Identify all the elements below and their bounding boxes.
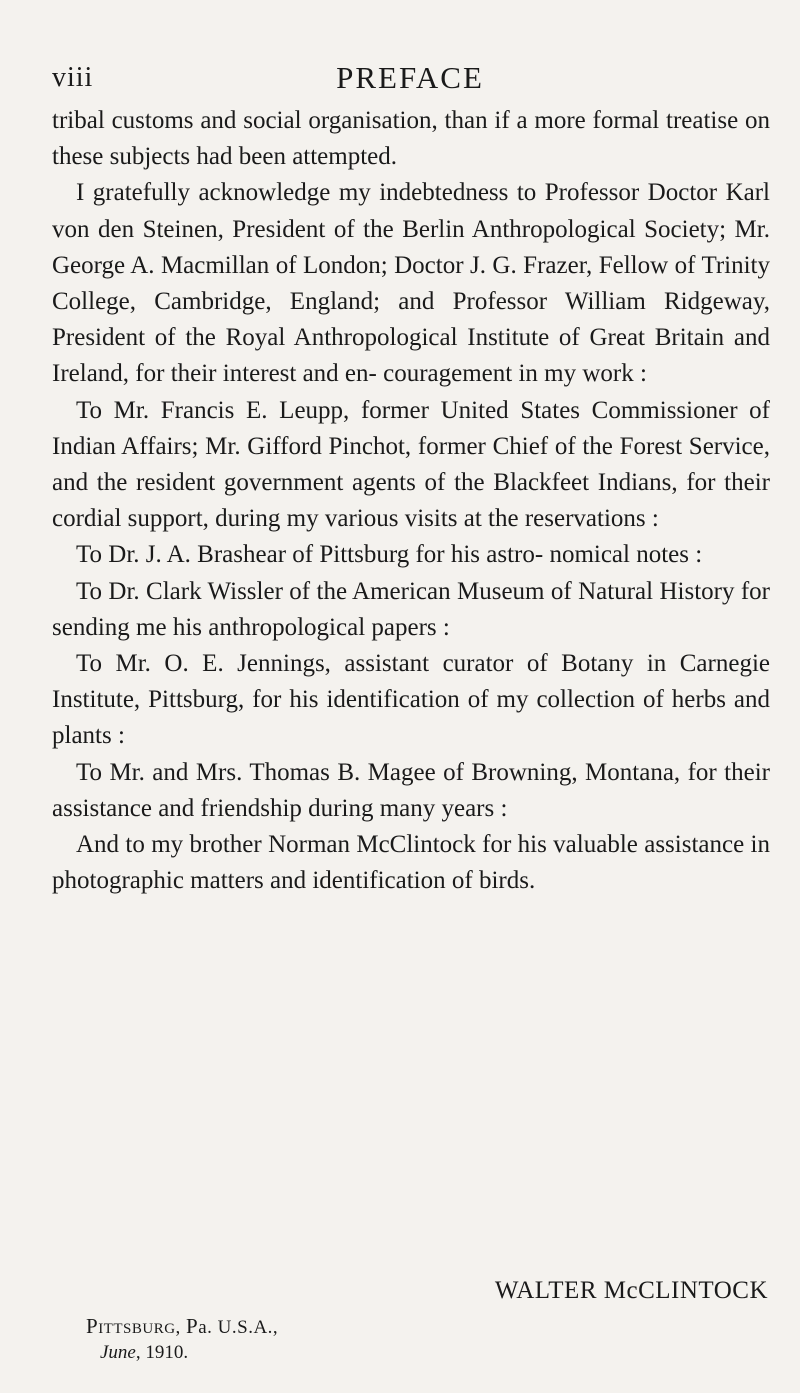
page-header (0, 58, 800, 98)
paragraph-1: tribal customs and social organisation, than if a more formal treatise on these subjects had been attempted. (52, 107, 770, 171)
country: U.S.A., (217, 1317, 279, 1338)
date-line: June, 1910. (100, 1342, 189, 1363)
city-initial: P (86, 1314, 99, 1338)
paragraph-8: And to my brother Norman McClintock for his valuable assistance in photographic matters and identification of birds. (52, 831, 770, 895)
state-rest: a. (198, 1317, 213, 1338)
paragraph-4: To Dr. J. A. Brashear of Pittsburg for his astro- nomical notes : (76, 541, 703, 569)
paragraph-3: To Mr. Francis E. Leupp, former United States Commissioner of Indian Affairs; Mr. Gifford Pinchot, former Chief of the Forest Service, and the resident government agents of the Blackfeet Indians, for their cordial support, during my various visits at the reservations : (52, 396, 770, 533)
paragraph-7: To Mr. and Mrs. Thomas B. Magee of Browning, Montana, for their assistance and friendship during many years : (52, 758, 770, 822)
paragraph-6: To Mr. O. E. Jennings, assistant curator of Botany in Carnegie Institute, Pittsburg, for his identification of my collection of herbs and plants : (52, 650, 770, 750)
date-month: June (100, 1342, 136, 1363)
paragraph-5: To Dr. Clark Wissler of the American Museum of Natural History for sending me his anthropological papers : (52, 577, 770, 641)
author-signature: WALTER McCLINTOCK (494, 1277, 768, 1304)
running-head: PREFACE (336, 60, 484, 95)
paragraph-2: I gratefully acknowledge my indebtedness to Professor Doctor Karl von den Steinen, President of the Berlin Anthropological Society; Mr. George A. Macmillan of London; Doctor J. G. Frazer, Fellow of Trinity College, Cambridge, England; and Professor William Ridgeway, President of the Royal Anthropological Institute of Great Britain and Ireland, for their interest and en- couragement in my work : (52, 179, 770, 388)
place-line: PITTSBURG, Pa. U.S.A., (86, 1314, 279, 1338)
state-initial: P (186, 1314, 199, 1338)
preface-body (52, 103, 770, 899)
date-year: 1910. (145, 1342, 189, 1363)
page-number: viii (52, 62, 94, 93)
city-rest: ITTSBURG (98, 1321, 176, 1337)
